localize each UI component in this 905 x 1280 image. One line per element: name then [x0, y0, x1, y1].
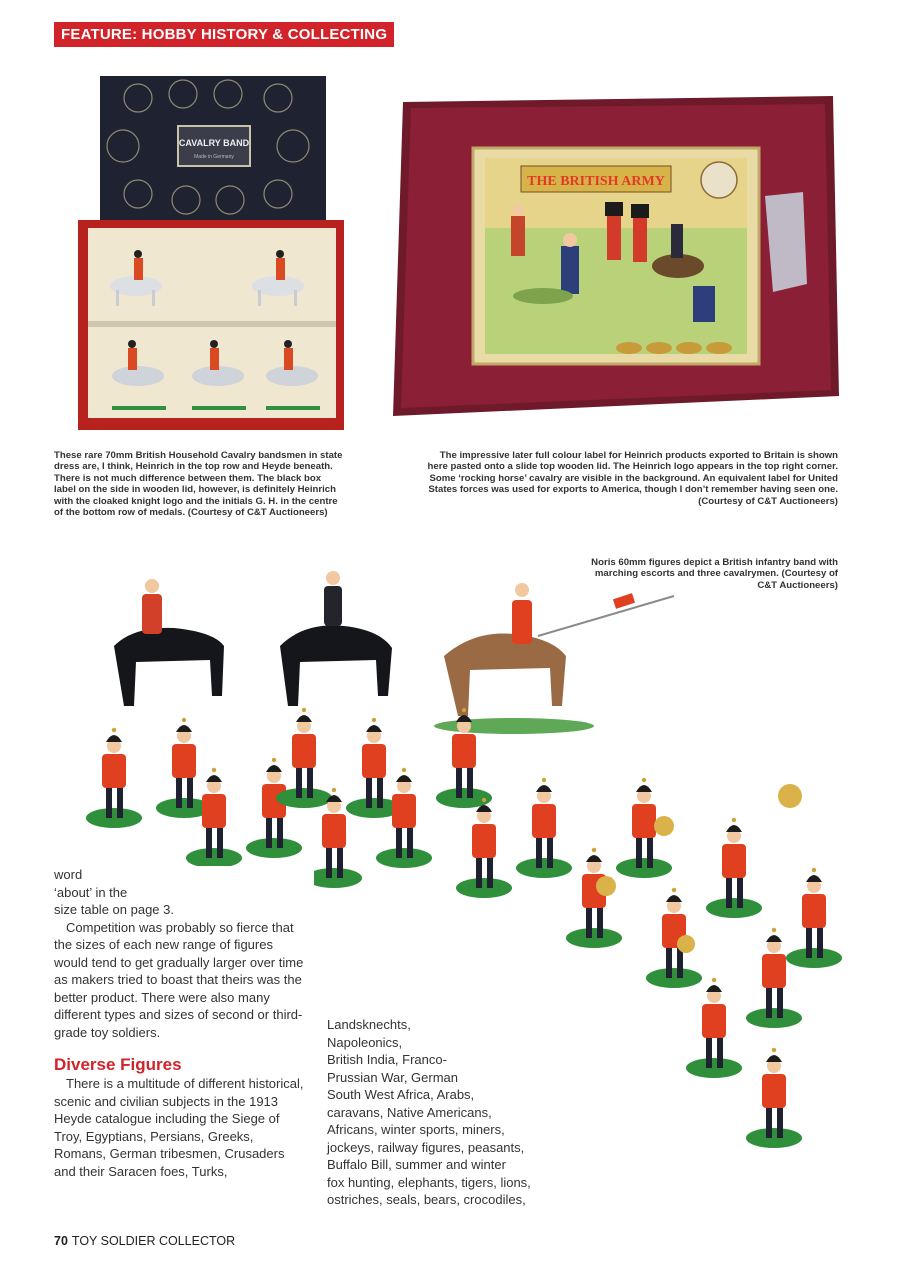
col1-line-3: size table on page 3.: [54, 902, 174, 917]
british-army-label-photo: [393, 96, 839, 416]
col2-line: ostriches, seals, bears, crocodiles,: [327, 1192, 526, 1207]
page-number: 70: [54, 1234, 68, 1248]
col1-line-1: word: [54, 867, 83, 882]
caption-left: These rare 70mm British Household Cavalry bandsmen in state dress are, I think, Heinrich in the top row and Heyde beneath. There is not much difference between them. The black box label on the side in wooden lid, however, is definitely Heinrich with the cloaked knight logo and the initials G. H. in the centre of the bottom row of medals. (Courtesy of C&T Auctioneers): [54, 450, 343, 519]
feature-banner: FEATURE: HOBBY HISTORY & COLLECTING: [54, 22, 394, 47]
cavalry-band-box-photo: [78, 76, 344, 430]
col2-line: fox hunting, elephants, tigers, lions,: [327, 1174, 531, 1190]
section-heading-diverse-figures: Diverse Figures: [54, 1055, 182, 1074]
col2-line: Landsknechts,: [327, 1017, 411, 1032]
col2-line: Africans, winter sports, miners,: [327, 1122, 505, 1137]
col2-line: Buffalo Bill, summer and winter: [327, 1157, 506, 1172]
cavalry-band-label: CAVALRY BAND: [178, 138, 250, 148]
article-column-1: [54, 866, 314, 1180]
col2-line: British India, Franco-: [327, 1052, 447, 1067]
col1-line-2: ‘about’ in the: [54, 884, 128, 900]
british-army-title: THE BRITISH ARMY: [527, 174, 665, 189]
article-column-2: [327, 1016, 559, 1209]
cavalry-band-sublabel: Made in Germany: [194, 154, 234, 160]
page-footer: [54, 1234, 235, 1248]
col1-paragraph-competition: Competition was probably so fierce that the sizes of each new range of figures would tend to get gradually larger over time as makers tried to boast that theirs was the better product. There were also many different types and sizes of second or third-grade toy soldiers.: [54, 919, 304, 1040]
col2-line: caravans, Native Americans,: [327, 1104, 492, 1120]
magazine-name: TOY SOLDIER COLLECTOR: [71, 1234, 236, 1248]
col2-line: jockeys, railway figures, peasants,: [327, 1139, 525, 1155]
cavalry-horse-2: [280, 571, 392, 706]
cavalry-horse-1: [114, 579, 224, 706]
cavalry-horse-3: [434, 583, 674, 734]
col2-line: Prussian War, German: [327, 1069, 459, 1085]
caption-right: The impressive later full colour label for Heinrich products exported to Britain is shown here pasted onto a slide top wooden lid. The Heinrich logo appears in the top right corner. Some ‘rocking horse’ cavalry are visible in the background. An equivalent label for United States forces was used for exports to America, though I don’t remember having seen one. (Courtesy of C&T Auctioneers): [427, 450, 838, 507]
col2-line: South West Africa, Arabs,: [327, 1087, 475, 1102]
col2-line: Napoleonics,: [327, 1034, 403, 1050]
caption-noris: Noris 60mm figures depict a British infantry band with marching escorts and three cavalrymen. (Courtesy of C&T Auctioneers): [591, 557, 838, 591]
col1-paragraph-diverse: There is a multitude of different historical, scenic and civilian subjects in the 1913 Heyde catalogue including the Siege of Troy, Egyptians, Persians, Greeks, Romans, German tribesmen, Crusaders and their Saracen foes, Turks,: [54, 1076, 304, 1179]
